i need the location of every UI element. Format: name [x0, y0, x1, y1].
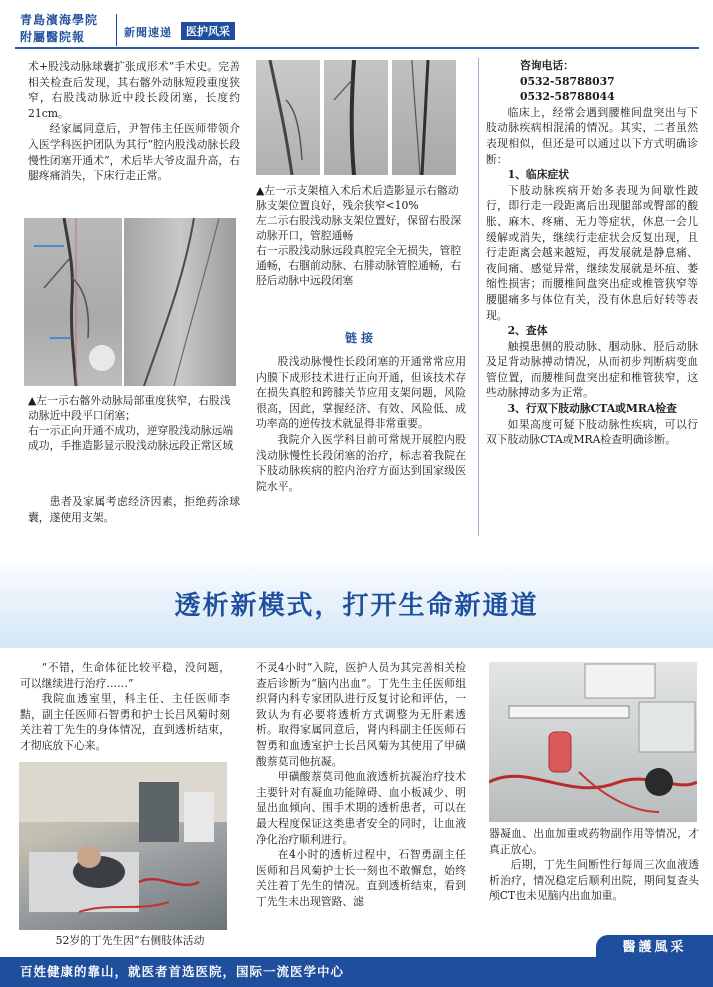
col1-bottom-text: 患者及家属考虑经济因素，拒绝药涂球囊，遂使用支架。 [28, 495, 240, 524]
col3-heading-1: 1、临床症状 [507, 168, 570, 182]
col3-paragraph-2: 触摸患侧的股动脉、腘动脉、胫后动脉及足背动脉搏动情况，从而初步判断病变血管位置，而腰椎间盘突出症和椎管狭窄，这些动脉搏动多为正常。 [486, 339, 698, 400]
angiogram-image-right [124, 218, 236, 386]
newspaper-logo [20, 12, 120, 46]
lower-col2-paragraph-3: 在4小时的透析过程中，石智勇副主任医师和吕风菊护士长一刻也不敢懈怠，始终关注着丁先生的情况。直到透析结束，看到丁先生未出现管路、滤 [256, 848, 466, 908]
logo-line-2: 附屬醫院報 [20, 30, 86, 44]
contact-label: 咨询电话： [520, 59, 574, 72]
lower-col2-text [256, 660, 466, 910]
col2-text [256, 354, 466, 494]
header-rule [15, 47, 699, 49]
header-separator [116, 14, 117, 46]
lower-col2-paragraph-1: 不灵4小时”入院，医护人员为其完善相关检查后诊断为“脑内出血”。丁先生主任医师组织肾内科专家团队进行反复讨论和评估，一致认为有必要将透析方式调整为无肝素透析。取得家属同意后，肾内科副主任医师石智勇和血透室护士长吕风菊为其使用了甲磺酸萘莫司他抗凝。 [256, 661, 466, 768]
col3-intro: 临床上，经常会遇到腰椎间盘突出与下肢动脉疾病相混淆的情况。其实，二者虽然表现相似，但还是可以通过以下方式明确诊断： [486, 105, 698, 166]
lower-col2-paragraph-2: 甲磺酸萘莫司他血液透析抗凝治疗技术主要针对有凝血功能障碍、血小板减少、明显出血倾向、围手术期的透析患者，可以在最大程度保证这类患者安全的同时，让血液净化治疗顺利进行。 [256, 770, 466, 846]
photo1-caption: 52岁的丁先生因“右侧肢体活动 [55, 934, 205, 947]
footer-slogan: 百姓健康的靠山，就医者首选医院，国际一流医学中心 [20, 964, 345, 979]
col3-paragraph-1: 下肢动脉疾病开始多表现为间歇性跛行，即行走一段距离后出现腿部或臀部的酸胀、麻木、疼痛、无力等症状，休息一会儿缓解或消失，继续行走症状会反复出现，且行走距离会越来越短，再发展就是静息痛、夜间痛、感觉异常，继续发展就是坏疽、萎缩性损害；而腰椎间盘突出症或椎管狭窄等腰腿痛多与体位有关，没有休息后好转等表现。 [486, 183, 698, 322]
link-section-title: 链接 [344, 331, 377, 345]
footer-section-tag: 醫護風采 [596, 935, 713, 961]
lower-col1-paragraph: 我院血透室里，科主任、主任医师李黠，副主任医师石智勇和护士长吕风菊时刻关注着丁先生的身体情况，直到透析结束，才彻底放下心来。 [20, 692, 230, 752]
col3-paragraph-3: 如果高度可疑下肢动脉性疾病，可以行双下肢动脉CTA或MRA检查明确诊断。 [486, 417, 698, 447]
col1-top-text: 术+股浅动脉球囊扩张成形术”手术史。完善相关检查后发现，其右髂外动脉短段重度狭窄，右股浅动脉近中段长段闭塞，长度约21cm。 经家属同意后，尹智伟主任医师带领介入医学科医护团队为其行“腔内股浅动脉长段慢性闭塞开通术”，术后毕大爷皮温升高，右腿疼痛消失，下床行走正常。 [28, 60, 240, 183]
col2-paragraph-1: 股浅动脉慢性长段闭塞的开通常常应用内膜下成形技术进行正向开通，但该技术存在损失真腔和跨膝关节应用支架问题，风险很高，因此，掌握经济、有效、风险低、成功率高的逆传技术就显得非常重要。 [256, 355, 466, 431]
lower-col1-quote: “不错，生命体征比较平稳，没问题，可以继续进行治疗……” [20, 661, 230, 690]
col3-heading-2: 2、查体 [507, 324, 548, 338]
figure2-caption-line2: 左二示右股浅动脉支架位置好，保留右股深动脉开口，管腔通畅 [256, 214, 462, 242]
stent-image-2 [324, 60, 388, 175]
phone-1: 0532-58788037 [520, 74, 615, 88]
figure2-caption-line1: ▲左一示支架植入术后术后造影显示右髂动脉支架位置良好，残余狭窄<10% [256, 184, 459, 212]
logo-line-1: 青島濱海學院 [20, 13, 99, 27]
lower-col1-text [20, 660, 230, 754]
lower-col3-paragraph-2: 后期，丁先生间断性行每周三次血液透析治疗，情况稳定后顺利出院，期间复查头颅CT也未见脑内出血加重。 [489, 858, 699, 903]
dialysis-ward-photo [19, 762, 227, 930]
col3-text [486, 58, 698, 448]
col1-paragraph-2: 经家属同意后，尹智伟主任医师带领介入医学科医护团队为其行“腔内股浅动脉长段慢性闭塞开通术”，术后毕大爷皮温升高，右腿疼痛消失，下床行走正常。 [28, 122, 240, 183]
stent-image-1 [256, 60, 320, 175]
lower-col3-text [489, 826, 699, 904]
article-title: 透析新模式，打开生命新通道 [174, 591, 539, 621]
lower-col3-paragraph-1: 器凝血、出血加重或药物副作用等情况，才真正放心。 [489, 827, 699, 856]
stent-image-3 [392, 60, 456, 175]
dialysis-machine-photo [489, 662, 697, 822]
figure1-caption-line1: ▲左一示右髂外动脉局部重度狭窄，右股浅动脉近中段平口闭塞； [28, 394, 231, 422]
col2-paragraph-2: 我院介入医学科目前可常规开展腔内股浅动脉慢性长段闭塞的治疗，标志着我院在下肢动脉疾病的腔内治疗方面达到国家级医院水平。 [256, 432, 466, 493]
angiogram-image-left [24, 218, 122, 386]
phone-2: 0532-58788044 [520, 90, 615, 104]
figure1-caption [28, 393, 240, 453]
figure2-caption-line3: 右一示股浅动脉远段真腔完全无损失，管腔通畅，右腘前动脉、右腓动脉管腔通畅，右胫后动脉中远段闭塞 [256, 244, 462, 287]
figure2-caption [256, 183, 466, 288]
column-divider [478, 58, 479, 536]
figure1-caption-line2: 右一示正向开通不成功，逆穿股浅动脉远端成功，手推造影显示股浅动脉远段正常区域 [28, 424, 234, 452]
news-label: 新聞速递 [124, 26, 172, 39]
col3-heading-3: 3、行双下肢动脉CTA或MRA检查 [507, 402, 677, 416]
section-tag: 医护风采 [181, 22, 235, 40]
